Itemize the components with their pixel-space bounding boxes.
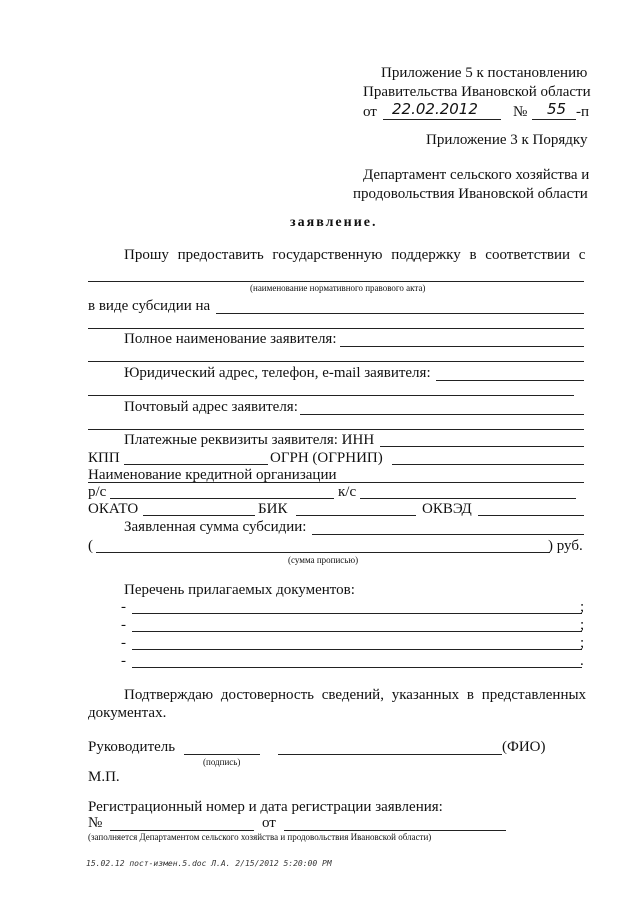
doc-end-2: ; [580,617,585,633]
header-appendix-line2: Правительства Ивановской области [363,84,591,100]
fio-field[interactable] [278,754,502,755]
ks-field[interactable] [360,498,576,499]
signature-field[interactable] [184,754,260,755]
subsidy-label: в виде субсидии на [88,298,211,314]
amount-words-hint: (сумма прописью) [288,555,359,565]
okved-label: ОКВЭД [422,501,472,517]
request-line: Прошу предоставить государственную поддержку в соответствии с [124,247,586,263]
header-appendix-line1: Приложение 5 к постановлению [381,65,588,81]
header-date: 22.02.2012 [392,100,478,118]
name-field-cont[interactable] [88,361,584,362]
registration-label: Регистрационный номер и дата регистрации заявления: [88,799,443,815]
amount-rub-label: ) руб. [548,538,583,554]
doc-end-4: . [580,653,584,669]
subsidy-field-cont[interactable] [88,328,584,329]
name-label: Полное наименование заявителя: [124,331,337,347]
header-number-label: № [513,104,528,120]
ogrn-field[interactable] [392,464,584,465]
okato-field[interactable] [143,515,255,516]
legal-address-label: Юридический адрес, телефон, e-mail заявителя: [124,365,431,381]
doc-dash-2: - [121,617,126,633]
doc-field-1[interactable] [132,613,582,614]
doc-end-1: ; [580,599,585,615]
postal-address-field-cont[interactable] [88,429,584,430]
amount-open-paren: ( [88,538,93,554]
act-name-hint: (наименование нормативного правового акта) [250,283,426,293]
legal-address-field-cont[interactable] [88,395,574,396]
credit-org-label: Наименование кредитной организации [88,467,337,483]
header-number-line [532,119,576,120]
registration-from-label: от [262,815,276,831]
confirm-line1: Подтверждаю достоверность сведений, указанных в представленных [124,687,587,703]
name-field[interactable] [340,346,584,347]
postal-address-field[interactable] [300,414,584,415]
registration-no-label: № [88,815,103,831]
inn-field[interactable] [380,446,584,447]
header-appendix-order: Приложение 3 к Порядку [426,132,588,148]
rs-label: р/с [88,484,107,500]
header-number: 55 [547,100,567,118]
legal-address-field[interactable] [436,380,584,381]
registration-date-field[interactable] [284,830,506,831]
amount-field[interactable] [312,534,584,535]
amount-words-field[interactable] [96,552,550,553]
okved-field[interactable] [478,515,584,516]
file-footer: 15.02.12 пост-измен.5.doc Л.А. 2/15/2012 5:20:00 PM [86,859,332,868]
subsidy-field[interactable] [216,313,584,314]
kpp-field[interactable] [124,464,268,465]
fio-label: (ФИО) [502,739,546,755]
doc-dash-1: - [121,599,126,615]
bik-field[interactable] [296,515,416,516]
docs-label: Перечень прилагаемых документов: [124,582,355,598]
bik-label: БИК [258,501,288,517]
act-name-field[interactable] [88,281,584,282]
header-department-line2: продовольствия Ивановской области [353,186,588,202]
ogrn-label: ОГРН (ОГРНИП) [270,450,383,466]
doc-end-3: ; [580,635,585,651]
bank-inn-label: Платежные реквизиты заявителя: ИНН [124,432,375,448]
doc-field-2[interactable] [132,631,582,632]
doc-dash-3: - [121,635,126,651]
doc-field-4[interactable] [132,667,582,668]
credit-org-field[interactable] [88,482,584,483]
doc-dash-4: - [121,653,126,669]
ks-label: к/с [338,484,357,500]
signature-hint: (подпись) [203,757,241,767]
stamp-label: М.П. [88,769,120,785]
header-date-line [383,119,501,120]
registration-no-field[interactable] [110,830,254,831]
rs-field[interactable] [110,498,334,499]
postal-address-label: Почтовый адрес заявителя: [124,399,298,415]
registration-hint: (заполняется Департаментом сельского хозяйства и продовольствия Ивановской области) [88,832,432,842]
confirm-line2: документах. [88,705,167,721]
okato-label: ОКАТО [88,501,139,517]
header-department-line1: Департамент сельского хозяйства и [363,167,590,183]
amount-label: Заявленная сумма субсидии: [124,519,307,535]
page-title: заявление. [290,215,378,230]
header-number-suffix: -п [576,104,590,120]
head-label: Руководитель [88,739,176,755]
header-from-label: от [363,104,377,120]
doc-field-3[interactable] [132,649,582,650]
kpp-label: КПП [88,450,120,466]
